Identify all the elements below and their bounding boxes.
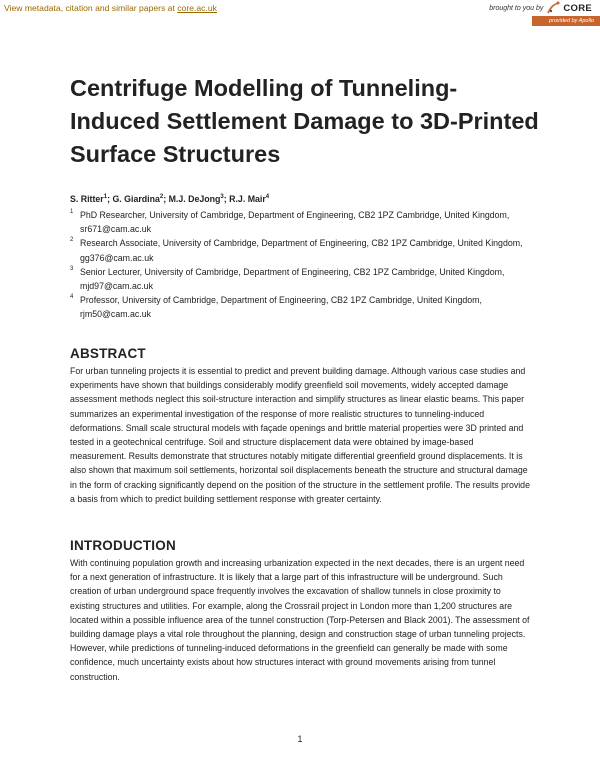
affiliation: 2 Research Associate, University of Cambridge, Department of Engineering, CB2 1PZ Cambridge, United Kingdom, gg376@cam.ac.uk: [70, 237, 523, 263]
author: S. Ritter$^1$;: [70, 194, 113, 204]
introduction-heading: INTRODUCTION: [70, 538, 176, 553]
core-link-prefix: View metadata, citation and similar papers at: [4, 3, 178, 13]
affiliation: 1 PhD Researcher, University of Cambridge, Department of Engineering, CB2 1PZ Cambridge, United Kingdom, sr671@cam.ac.uk: [70, 209, 510, 235]
author: R.J. Mair$^4$: [229, 194, 270, 204]
affiliation-list: [70, 208, 540, 322]
introduction-text: With continuing population growth and increasing urbanization expected in the next decades, there is an urgent need for a next generation of infrastructure. It is likely that a large part of this infrastructure will be underground. Such creation of urban underground space frequently involves the excavation of shallow tunnels in close proximity to existing structures and utilities. For example, along the Crossrail project in London more than 1,200 structures are located within a possible influence area of the tunnel construction (Torp-Petersen and Black 2001). The assessment of building damage plays a vital role throughout the planning, design and construction stage of urban tunneling projects. However, while predictions of tunneling-induced deformations in the greenfield can generally be made with some confidence, much uncertainty exists about how structures interact with ground movements arising from tunnel construction.: [70, 558, 530, 682]
core-banner: [0, 0, 600, 28]
provided-by-badge[interactable]: provided by Apollo: [532, 16, 600, 26]
core-logo-icon: [545, 1, 561, 15]
affiliation: 4 Professor, University of Cambridge, Department of Engineering, CB2 1PZ Cambridge, United Kingdom, rjm50@cam.ac.uk: [70, 294, 482, 320]
author: M.J. DeJong$^3$;: [168, 194, 230, 204]
core-brand[interactable]: [489, 1, 592, 15]
core-metadata-link[interactable]: [4, 3, 217, 13]
paper-title: Centrifuge Modelling of Tunneling-Induced Settlement Damage to 3D-Printed Surface Structures: [70, 75, 539, 167]
abstract-text: For urban tunneling projects it is essential to predict and prevent building damage. Although various case studies and experiments have shown that buildings considerably modify greenfield soil movements, widely accepted damage assessment methods neglect this soil-structure interaction and simplify structures as linear elastic beams. This paper summarizes an experimental investigation of the response of more realistic structures to tunneling-induced deformations. Small scale structural models with façade openings and brittle material properties were 3D printed and tested in a geotechnical centrifuge. Soil and structure displacement data were obtained by image-based measurement. Results demonstrate that structures notably mitigate differential greenfield ground displacements. It is also shown that maximum soil settlements, horizontal soil displacements beneath the structure and structural damage in the form of cracking significantly depend on the position of the structure in the settlement profile. The results provide a basis from which to predict building settlement response with greater certainty.: [70, 366, 530, 504]
core-wordmark: CORE: [563, 2, 592, 14]
abstract-heading: ABSTRACT: [70, 346, 146, 361]
author-list: [70, 194, 269, 204]
page-number: 1: [297, 734, 303, 744]
author: G. Giardina$^2$;: [112, 194, 169, 204]
core-link-domain[interactable]: core.ac.uk: [177, 3, 217, 13]
affiliation: 3 Senior Lecturer, University of Cambridge, Department of Engineering, CB2 1PZ Cambridge, United Kingdom, mjd97@cam.ac.uk: [70, 265, 505, 292]
brought-by-text: brought to you by: [489, 4, 544, 12]
